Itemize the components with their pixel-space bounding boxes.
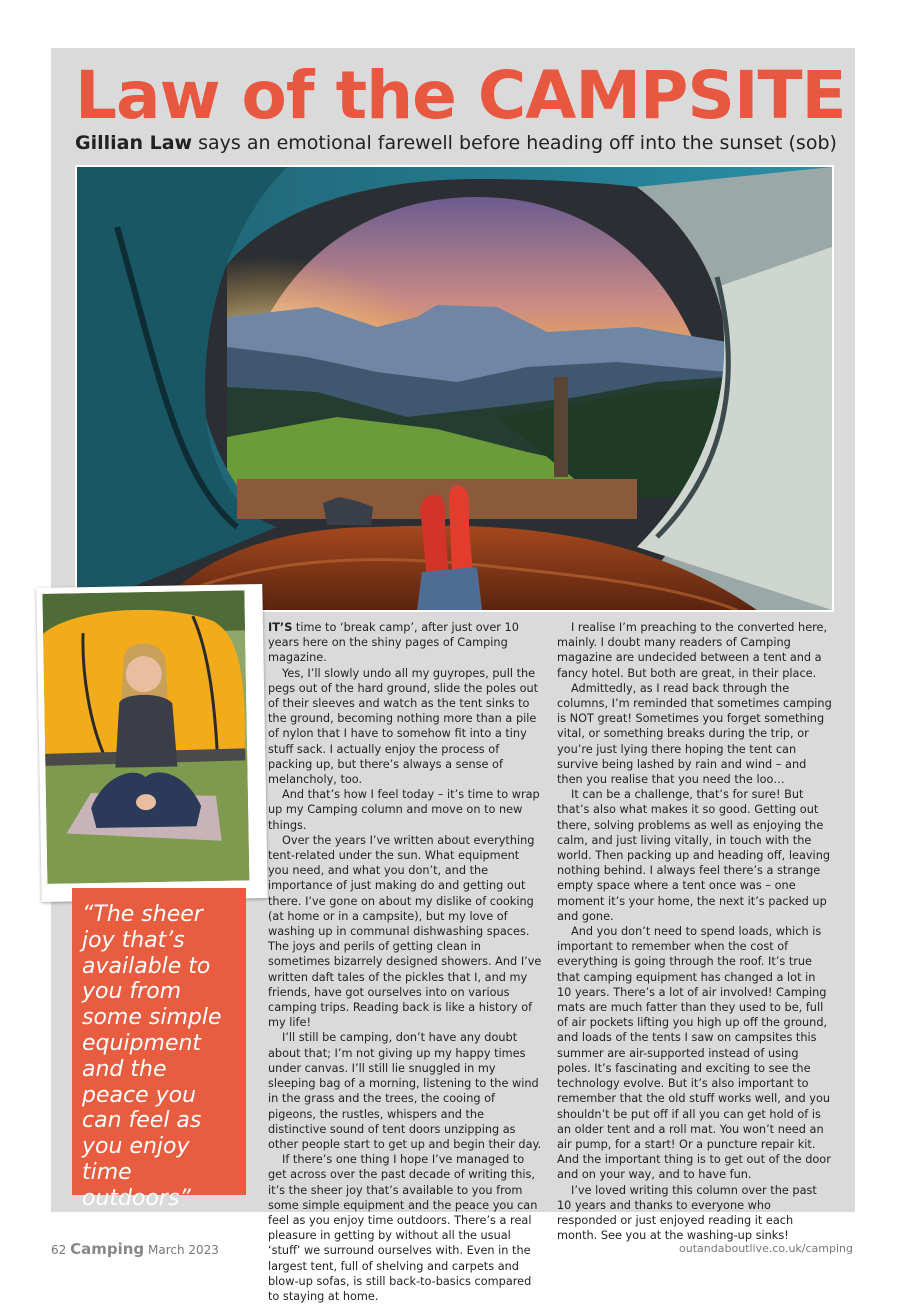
magazine-name: Camping — [70, 1240, 145, 1258]
footer-url[interactable]: outandaboutlive.co.uk/camping — [679, 1242, 853, 1255]
paragraph: And that’s how I feel today – it’s time to wrap up my Camping column and move on to new things. — [268, 788, 540, 832]
author-photo-illustration — [42, 590, 249, 883]
article-standfirst — [75, 130, 845, 156]
paragraph: And you don’t need to spend loads, which is important to remember when the cost of everything is going through the roof. It’s true that camping equipment has changed a lot in 10 years. There’s a lot of air involved! Camping mats are much fatter than they used to be, full of air pockets lifting you high up off the ground, and loads of the tents I saw on campsites this summer are air-supported instead of using poles. It’s fascinating and exciting to see the technology evolve. But it’s also important to remember that the old stuff works well, and you shouldn’t be put off if all you can get hold of is an older tent and a roll mat. You won’t need an air pump, for a start! Or a puncture repair kit. And the important thing is to get out of the door and on your way, and to have fun. — [557, 925, 831, 1182]
paragraph: It can be a challenge, that’s for sure! But that’s also what makes it so good. Getting out there, solving problems as well as enjoying the calm, and just living vitally, in touch with the world. Then packing up and heading off, leaving nothing behind. I always feel there’s a strange empty space where a tent once was – one moment it’s your home, the next it’s packed up and gone. — [557, 788, 831, 923]
pull-quote: “The sheer joy that’s available to you from some simple equipment and the peace you can feel as you enjoy time outdoors” — [72, 888, 246, 1195]
author-name: Gillian Law — [75, 132, 193, 154]
hero-photo-illustration — [77, 167, 832, 610]
author-photo — [36, 584, 267, 902]
paragraph: I’ve loved writing this column over the past 10 years and thanks to everyone who responded or just enjoyed reading it each month. See you at the washing-up sinks! — [557, 1183, 817, 1243]
paragraph: If there’s one thing I hope I’ve managed to get across over the past decade of writing this, it’s the sheer joy that’s available to you from some simple equipment and the peace you can feel as you enjoy time outdoors. There’s a real pleasure in getting by without all the usual ‘stuff’ we surround ourselves with. Even in the largest tent, full of shelving and carpets and blow-up sofas, is still back-to-basics compared to staying at home. — [268, 1153, 538, 1303]
page-number: 62 — [51, 1243, 67, 1257]
paragraph: Admittedly, as I read back through the columns, I’m reminded that sometimes camping is NOT great! Sometimes you forget something vital, or something breaks during the trip, or you’re just lying there hoping the tent can survive being lashed by rain and wind – and then you realise that you need the loo… — [557, 681, 832, 787]
article-title: Law of the CAMPSITE — [75, 57, 846, 134]
paragraph: Over the years I’ve written about everything tent-related under the sun. What equipment you need, and what you don’t, and the importance of just making do and getting out there. I’ve gone on about my dislike of cooking (at home or in a campsite), but my love of washing up in communal dishwashing spaces. The joys and perils of getting clean in sometimes bizarrely designed showers. And I’ve written daft tales of the pickles that I, and my friends, have got ourselves into on various camping trips. Reading back is like a history of my life! — [268, 833, 542, 1030]
lead-word: IT’S — [268, 621, 293, 634]
paragraph: I realise I’m preaching to the converted here, mainly. I doubt many readers of Camping magazine are undecided between a tent and a fancy hotel. But both are great, in their place. — [557, 621, 828, 680]
paragraph: I’ll still be camping, don’t have any doubt about that; I’m not giving up my happy times under canvas. I’ll still lie snuggled in my sleeping bag of a morning, listening to the wind in the grass and the trees, the cooing of pigeons, the rustles, whispers and the distinctive sound of tent doors unzipping as other people start to get up and begin their day. — [268, 1031, 542, 1151]
article-column-1 — [268, 620, 543, 1304]
paragraph: Yes, I’ll slowly undo all my guyropes, pull the pegs out of the hard ground, slide the poles out of their sleeves and watch as the tent sinks to the ground, becoming nothing more than a pile of nylon that I have to somehow fit into a tiny stuff sack. I actually enjoy the process of packing up, but there’s always a sense of melancholy, too. — [268, 666, 539, 787]
issue-date: March 2023 — [148, 1243, 219, 1257]
paragraph: IT’S time to ‘break camp’, after just over 10 years here on the shiny pages of Camping magazine. — [268, 621, 519, 665]
page-footer-left — [51, 1240, 219, 1258]
standfirst-text: says an emotional farewell before heading off into the sunset (sob) — [192, 132, 837, 154]
article-column-2 — [557, 620, 832, 1243]
hero-photo-tent-sunset — [75, 165, 834, 612]
